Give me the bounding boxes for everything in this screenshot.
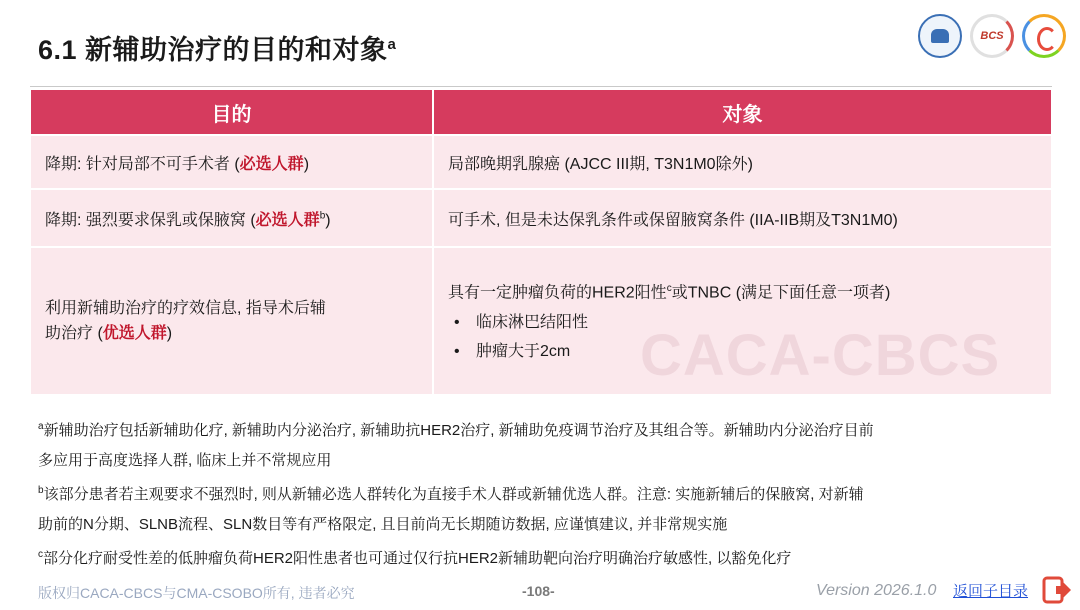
footnote-b: $^b$该部分患者若主观要求不强烈时, 则从新辅必选人群转化为直接手术人群或新辅优选人群。注意: 实施新辅后的保腋窝, 对新辅 — [38, 485, 864, 503]
bcs-logo: BCS — [970, 14, 1014, 58]
copyright-text: 版权归CACA-CBCS与CMA-CSOBO所有, 违者必究 — [38, 585, 355, 601]
required-group-label: 必选人群$^b$ — [255, 210, 326, 229]
version-label: Version 2026.1.0 — [816, 582, 937, 599]
table-header-row — [31, 90, 1052, 135]
purpose-cell: 降期: 针对局部不可手术者 (必选人群) — [31, 135, 433, 189]
title-divider — [30, 86, 1052, 87]
association-seal-logo — [918, 14, 962, 58]
page-number: -108- — [522, 583, 555, 599]
footnote-a: $^a$新辅助治疗包括新辅助化疗, 新辅助内分泌治疗, 新辅助抗HER2治疗, 新辅助免疫调节治疗及其组合等。新辅助内分泌治疗目前 — [38, 421, 874, 439]
header-purpose: 目的 — [31, 90, 433, 135]
criteria-list — [448, 308, 1037, 366]
list-item: • 临床淋巴结阳性 — [448, 308, 1037, 337]
preferred-group-label: 优选人群 — [102, 325, 167, 342]
footnote-c: $^c$部分化疗耐受性差的低肿瘤负荷HER2阳性患者也可通过仅行抗HER2新辅助靶向治疗明确治疗敏感性, 以豁免化疗 — [38, 549, 792, 567]
page-title: 6.1 新辅助治疗的目的和对象$^a$ — [38, 35, 397, 65]
table-row — [31, 135, 1052, 189]
back-to-subdirectory-link[interactable]: 返回子目录 — [953, 583, 1029, 600]
purpose-target-table — [31, 90, 1053, 394]
header-target: 对象 — [433, 90, 1052, 135]
purpose-cell: 降期: 强烈要求保乳或保腋窝 (必选人群$^b$) — [31, 189, 433, 247]
table-row — [31, 247, 1052, 394]
list-item: • 肿瘤大于2cm — [448, 337, 1037, 366]
table-row — [31, 189, 1052, 247]
target-cell: 可手术, 但是未达保乳条件或保留腋窝条件 (IIA-IIB期及T3N1M0) — [433, 189, 1052, 247]
target-cell: 具有一定肿瘤负荷的HER2阳性$^c$或TNBC (满足下面任意一项者) • 临床淋巴结阳性 • 肿瘤大于2cm — [433, 247, 1052, 394]
purpose-cell: 利用新辅助治疗的疗效信息, 指导术后辅 助治疗 (优选人群) — [31, 247, 433, 394]
target-cell: 局部晚期乳腺癌 (AJCC III期, T3N1M0除外) — [433, 135, 1052, 189]
logo-group — [918, 14, 1066, 58]
cbcs-logo — [1022, 14, 1066, 58]
exit-arrow-icon[interactable] — [1042, 576, 1072, 604]
footnotes: $^a$新辅助治疗包括新辅助化疗, 新辅助内分泌治疗, 新辅助抗HER2治疗, 新辅助免疫调节治疗及其组合等。新辅助内分泌治疗目前 多应用于高度选择人群, 临床上并不常规应用 $^b$该部分患者若主观要求不强烈时, 则从新辅必选人群转化为直接手术人群或新辅优选人群。注意: 实施新辅后的保腋窝, 对新辅 助前的N分期、SLNB流程、SLN数目等有严格限定, 且目前尚无长期随访数据, 应谨慎建议, 并非常规实施 $^c$部分化疗耐受性差的低肿瘤负荷HER2阳性患者也可通过仅行抗HER2新辅助靶向治疗明确治疗敏感性, 以豁免化疗 — [38, 412, 1048, 574]
required-group-label: 必选人群 — [239, 155, 304, 173]
watermark: CACA-CBCS — [640, 323, 1001, 388]
